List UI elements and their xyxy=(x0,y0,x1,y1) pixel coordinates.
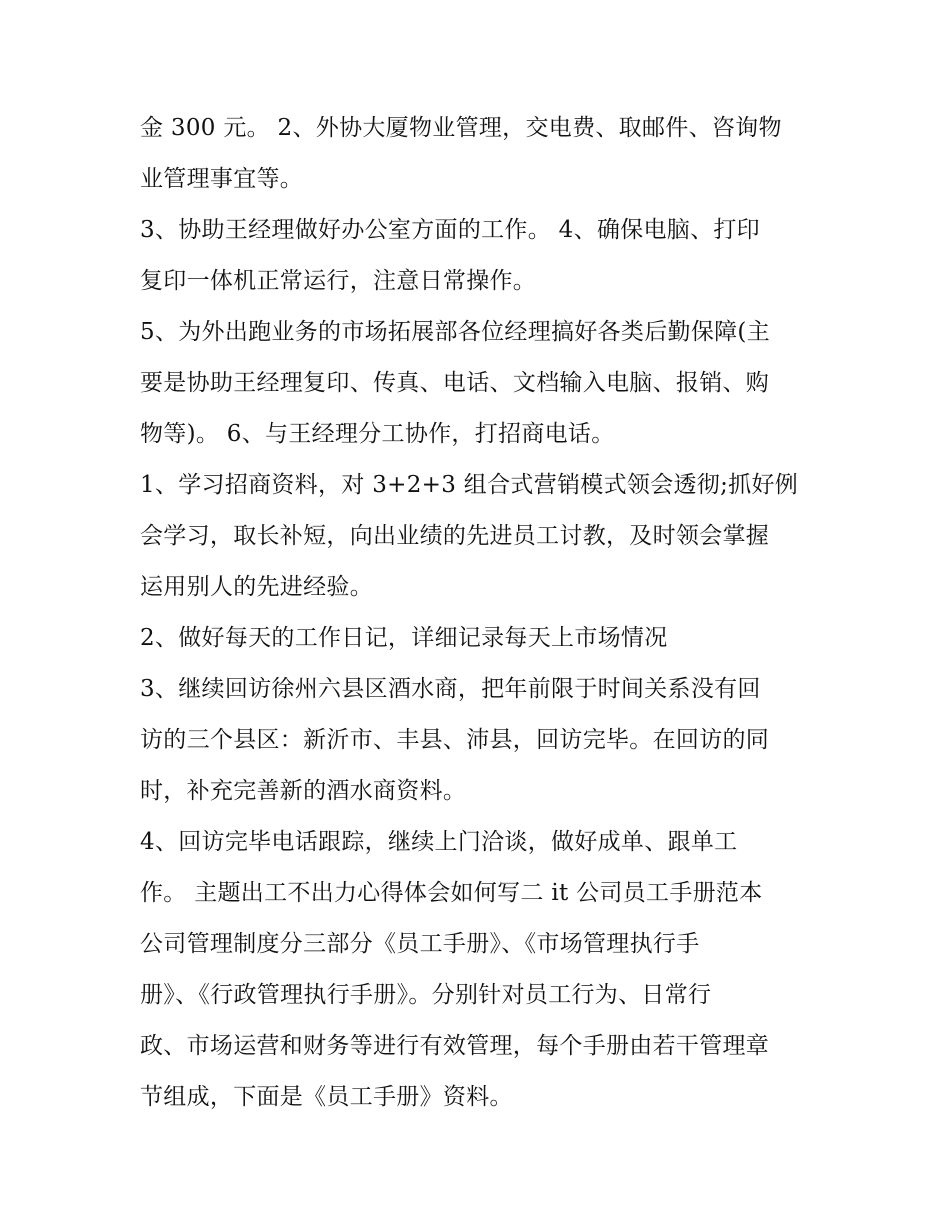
text-line-3: 3、协助王经理做好办公室方面的工作。 4、确保电脑、打印 xyxy=(140,217,760,243)
text-line-20: 节组成，下面是《员工手册》资料。 xyxy=(140,1084,513,1110)
text-line-14: 时，补充完善新的酒水商资料。 xyxy=(140,778,467,804)
text-line-17: 公司管理制度分三部分《员工手册》、《市场管理执行手 xyxy=(140,931,700,957)
text-line-12: 3、继续回访徐州六县区酒水商，把年前限于时间关系没有回 xyxy=(140,676,761,702)
text-line-11: 2、做好每天的工作日记，详细记录每天上市场情况 xyxy=(140,625,668,651)
text-line-5: 5、为外出跑业务的市场拓展部各位经理搞好各类后勤保障(主 xyxy=(140,319,771,345)
text-line-1: 金 300 元。 2、外协大厦物业管理，交电费、取邮件、咨询物 xyxy=(140,115,782,141)
text-line-13: 访的三个县区：新沂市、丰县、沛县，回访完毕。在回访的同 xyxy=(140,727,770,753)
text-line-9: 会学习，取长补短，向出业绩的先进员工讨教，及时领会掌握 xyxy=(140,523,770,549)
text-line-19: 政、市场运营和财务等进行有效管理，每个手册由若干管理章 xyxy=(140,1033,770,1059)
text-line-2: 业管理事宜等。 xyxy=(140,166,304,192)
text-line-18: 册》、《行政管理执行手册》。分别针对员工行为、日常行 xyxy=(140,982,712,1008)
text-line-8: 1、学习招商资料，对 3+2+3 组合式营销模式领会透彻;抓好例 xyxy=(140,472,799,498)
text-line-15: 4、回访完毕电话跟踪，继续上门洽谈，做好成单、跟单工 xyxy=(140,829,738,855)
text-line-16: 作。 主题出工不出力心得体会如何写二 it 公司员工手册范本 xyxy=(140,880,763,906)
text-line-4: 复印一体机正常运行，注意日常操作。 xyxy=(140,268,537,294)
text-line-6: 要是协助王经理复印、传真、电话、文档输入电脑、报销、购 xyxy=(140,370,770,396)
text-line-7: 物等)。 6、与王经理分工协作，打招商电话。 xyxy=(140,421,615,447)
text-line-10: 运用别人的先进经验。 xyxy=(140,574,373,600)
